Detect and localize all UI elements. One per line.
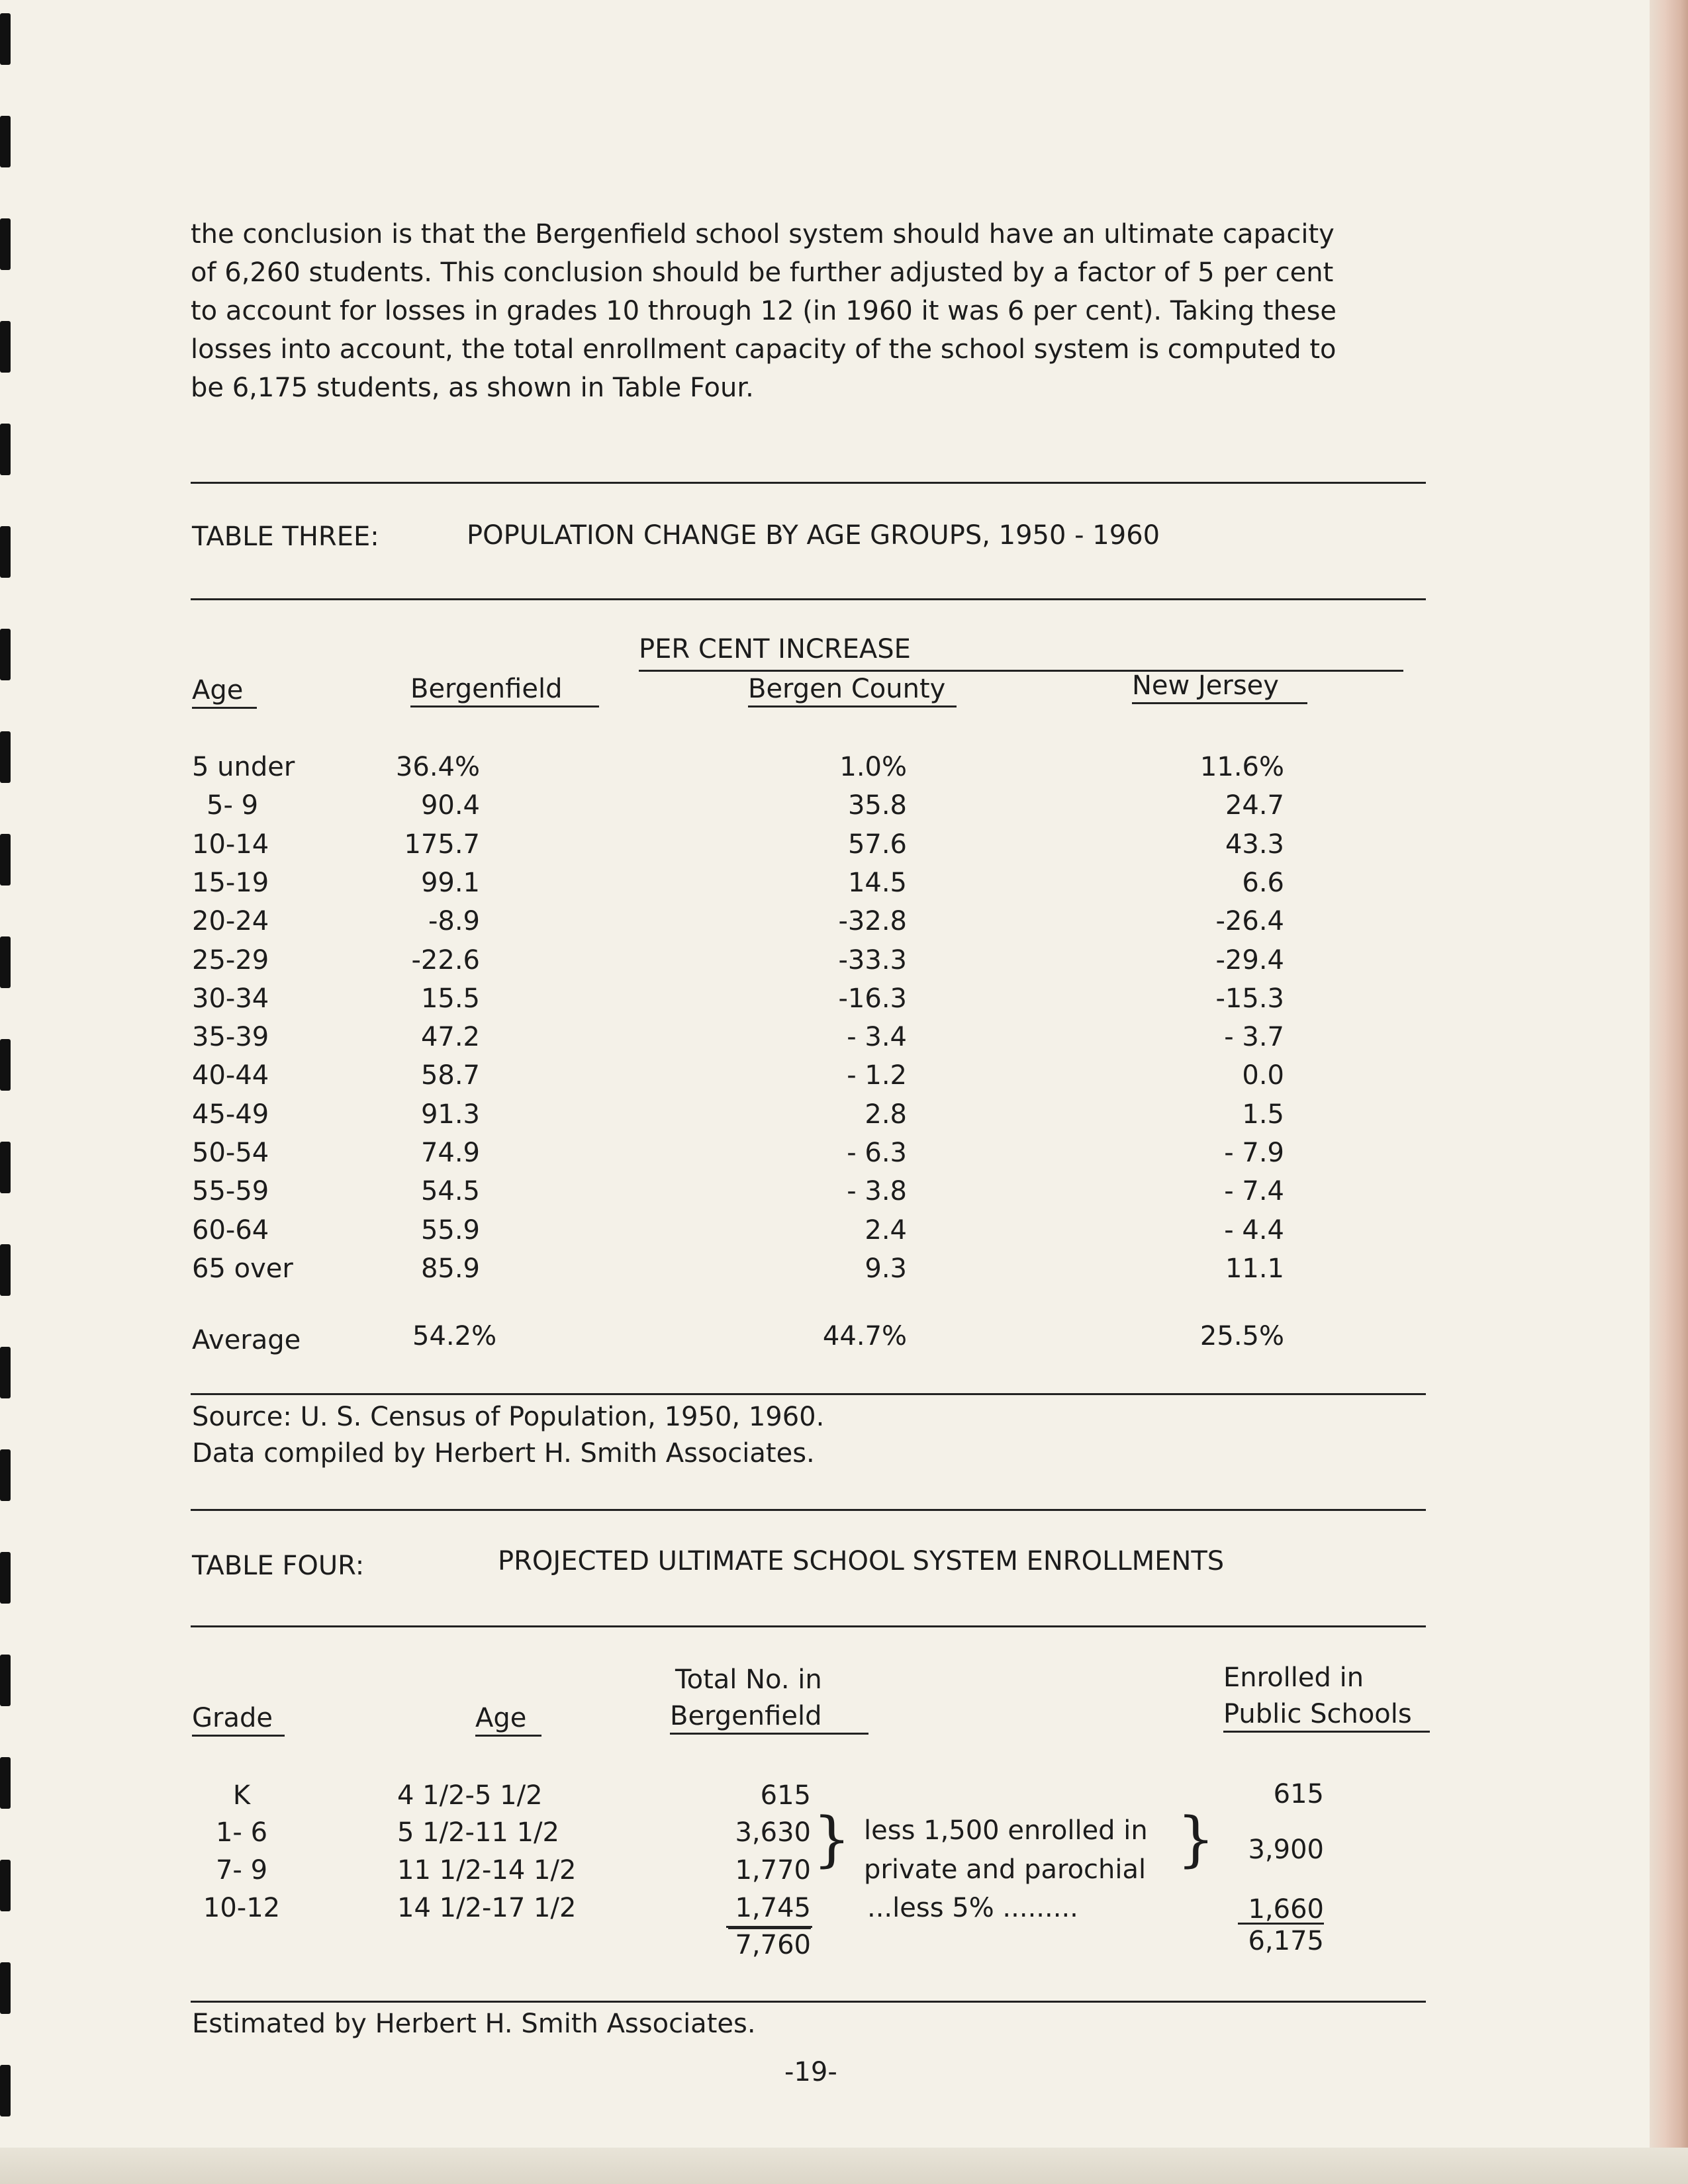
table3-cell-age: 10-14 xyxy=(192,829,269,860)
intro-line: the conclusion is that the Bergenfield school system should have an ultimate capacity xyxy=(191,219,1335,250)
intro-paragraph xyxy=(191,215,1448,407)
table3-cell-county: 2.8 xyxy=(865,1099,907,1130)
table4-col-age: Age xyxy=(475,1703,541,1737)
table4-col-total-line2: Bergenfield xyxy=(670,1701,868,1735)
table4-cell-age: 11 1/2-14 1/2 xyxy=(397,1855,577,1886)
table4-cell-age: 14 1/2-17 1/2 xyxy=(397,1893,577,1923)
table3-cell-age: 60-64 xyxy=(192,1215,269,1246)
table3-cell-age: 40-44 xyxy=(192,1060,269,1091)
page-edge xyxy=(1650,0,1688,2184)
table3-cell-bergenfield: 15.5 xyxy=(420,983,480,1014)
intro-line: of 6,260 students. This conclusion should be further adjusted by a factor of 5 per cent xyxy=(191,257,1334,288)
table4-cell-grade: 10-12 xyxy=(203,1893,281,1923)
table4-cell-grade: 7- 9 xyxy=(215,1855,268,1886)
table3-cell-age: 35-39 xyxy=(192,1022,269,1052)
table3-cell-county: 9.3 xyxy=(865,1253,907,1284)
table4-cell-total: 615 xyxy=(760,1780,811,1811)
table3-cell-county: -16.3 xyxy=(838,983,907,1014)
table4-total-sum: 7,760 xyxy=(735,1930,811,1960)
table3-cell-age: 25-29 xyxy=(192,945,269,976)
table3-cell-bergenfield: -22.6 xyxy=(411,945,480,976)
table3-cell-county: - 3.4 xyxy=(847,1022,907,1052)
table3-col-bergenfield: Bergenfield xyxy=(410,674,599,707)
table3-title: POPULATION CHANGE BY AGE GROUPS, 1950 - 1960 xyxy=(467,520,1160,551)
intro-line: be 6,175 students, as shown in Table Four. xyxy=(191,373,754,403)
table3-cell-nj: 1.5 xyxy=(1242,1099,1284,1130)
table3-col-new-jersey: New Jersey xyxy=(1132,670,1307,704)
table3-cell-nj: - 7.9 xyxy=(1224,1138,1284,1168)
table3-title-rule xyxy=(191,598,1426,600)
table4-cell-age: 4 1/2-5 1/2 xyxy=(397,1780,543,1811)
table3-cell-county: -32.8 xyxy=(838,906,907,936)
table3-cell-bergenfield: 91.3 xyxy=(420,1099,480,1130)
table3-cell-bergenfield: 85.9 xyxy=(420,1253,480,1284)
table3-cell-age: 30-34 xyxy=(192,983,269,1014)
table4-total-sum-rule xyxy=(726,1926,812,1928)
table4-col-total-line1: Total No. in xyxy=(675,1664,822,1695)
table4-enrolled-10-12: 1,660 xyxy=(1248,1894,1324,1925)
table3-cell-county: 14.5 xyxy=(847,868,907,898)
table3-cell-county: 2.4 xyxy=(865,1215,907,1246)
table4-col-enrolled-line2: Public Schools xyxy=(1223,1699,1430,1733)
table3-cell-age: 5 under xyxy=(192,752,295,782)
page-number: -19- xyxy=(784,2057,837,2087)
right-brace-right: } xyxy=(1177,1805,1215,1874)
table3-cell-bergenfield: 175.7 xyxy=(404,829,480,860)
table3-cell-bergenfield: 36.4% xyxy=(395,752,480,782)
table4-col-enrolled-line1: Enrolled in xyxy=(1223,1662,1364,1693)
table3-cell-age: 5- 9 xyxy=(207,790,259,821)
table3-cell-age: 20-24 xyxy=(192,906,269,936)
table3-cell-bergenfield: 58.7 xyxy=(420,1060,480,1091)
table4-title-rule xyxy=(191,1625,1426,1627)
table3-cell-county: - 6.3 xyxy=(847,1138,907,1168)
table3-cell-county: - 1.2 xyxy=(847,1060,907,1091)
table3-cell-age: 50-54 xyxy=(192,1138,269,1168)
intro-line: to account for losses in grades 10 through 12 (in 1960 it was 6 per cent). Taking these xyxy=(191,296,1337,326)
table3-cell-nj: 11.6% xyxy=(1199,752,1284,782)
table3-cell-bergenfield: 74.9 xyxy=(420,1138,480,1168)
table3-cell-nj: - 4.4 xyxy=(1224,1215,1284,1246)
table3-col-age: Age xyxy=(192,675,257,709)
table3-cell-age: 55-59 xyxy=(192,1176,269,1206)
table4-note-line2: private and parochial xyxy=(864,1854,1147,1885)
table3-col-bergen-county: Bergen County xyxy=(748,674,957,707)
table3-cell-nj: - 3.7 xyxy=(1224,1022,1284,1052)
right-brace-left: } xyxy=(813,1805,851,1874)
table3-cell-nj: 0.0 xyxy=(1242,1060,1284,1091)
table4-cell-total: 1,745 xyxy=(735,1893,811,1923)
page-bottom-shadow xyxy=(0,2148,1688,2184)
table4-enrolled-sum-rule xyxy=(1238,1923,1324,1925)
table3-cell-nj: 11.1 xyxy=(1225,1253,1284,1284)
table3-cell-county: - 3.8 xyxy=(847,1176,907,1206)
table3-cell-nj: -29.4 xyxy=(1215,945,1284,976)
table3-cell-bergenfield: -8.9 xyxy=(428,906,480,936)
table3-cell-nj: -26.4 xyxy=(1215,906,1284,936)
table3-cell-bergenfield: 90.4 xyxy=(420,790,480,821)
table4-top-rule xyxy=(191,1509,1426,1511)
table4-cell-total: 1,770 xyxy=(735,1855,811,1886)
table3-cell-bergenfield: 55.9 xyxy=(420,1215,480,1246)
table3-cell-county: 35.8 xyxy=(847,790,907,821)
table4-enrolled-sum: 6,175 xyxy=(1248,1926,1324,1956)
table4-col-grade: Grade xyxy=(192,1703,285,1737)
table4-cell-grade: 1- 6 xyxy=(215,1817,268,1848)
table3-cell-county: 57.6 xyxy=(847,829,907,860)
table4-title: PROJECTED ULTIMATE SCHOOL SYSTEM ENROLLMENTS xyxy=(498,1546,1225,1576)
table3-cell-nj: - 7.4 xyxy=(1224,1176,1284,1206)
intro-line: losses into account, the total enrollment capacity of the school system is computed to xyxy=(191,334,1336,365)
table3-cell-county: -33.3 xyxy=(838,945,907,976)
table3-cell-bergenfield: 54.5 xyxy=(420,1176,480,1206)
table3-cell-age: 45-49 xyxy=(192,1099,269,1130)
table4-label: TABLE FOUR: xyxy=(192,1551,365,1581)
table4-cell-grade: K xyxy=(232,1780,251,1811)
table4-cell-total: 3,630 xyxy=(735,1817,811,1848)
table3-cell-age: 15-19 xyxy=(192,868,269,898)
table3-top-rule xyxy=(191,482,1426,484)
table3-cell-bergenfield: 99.1 xyxy=(420,868,480,898)
table3-span-header: PER CENT INCREASE xyxy=(639,634,911,664)
table3-average-bergenfield: 54.2% xyxy=(412,1321,497,1351)
table4-note-line1: less 1,500 enrolled in xyxy=(864,1815,1148,1846)
table3-source: Source: U. S. Census of Population, 1950, 1960. xyxy=(192,1402,825,1432)
table3-cell-age: 65 over xyxy=(192,1253,293,1284)
table4-cell-age: 5 1/2-11 1/2 xyxy=(397,1817,559,1848)
table3-cell-nj: 24.7 xyxy=(1225,790,1284,821)
table3-average-county: 44.7% xyxy=(822,1321,907,1351)
table4-note-line3: ...less 5% ......... xyxy=(867,1893,1078,1923)
table3-label: TABLE THREE: xyxy=(192,522,379,552)
table3-cell-nj: -15.3 xyxy=(1215,983,1284,1014)
table4-enrolled-k: 615 xyxy=(1273,1779,1324,1809)
table4-footer: Estimated by Herbert H. Smith Associates. xyxy=(192,2009,756,2039)
table3-bottom-rule xyxy=(191,1393,1426,1395)
table3-average-nj: 25.5% xyxy=(1199,1321,1284,1351)
table3-compiled-by: Data compiled by Herbert H. Smith Associates. xyxy=(192,1438,815,1469)
table4-bottom-rule xyxy=(191,2001,1426,2003)
table3-cell-nj: 6.6 xyxy=(1242,868,1284,898)
table3-cell-nj: 43.3 xyxy=(1225,829,1284,860)
table3-cell-county: 1.0% xyxy=(839,752,907,782)
table3-cell-bergenfield: 47.2 xyxy=(420,1022,480,1052)
table4-enrolled-1-9: 3,900 xyxy=(1248,1835,1324,1865)
table3-average-label: Average xyxy=(192,1325,301,1355)
